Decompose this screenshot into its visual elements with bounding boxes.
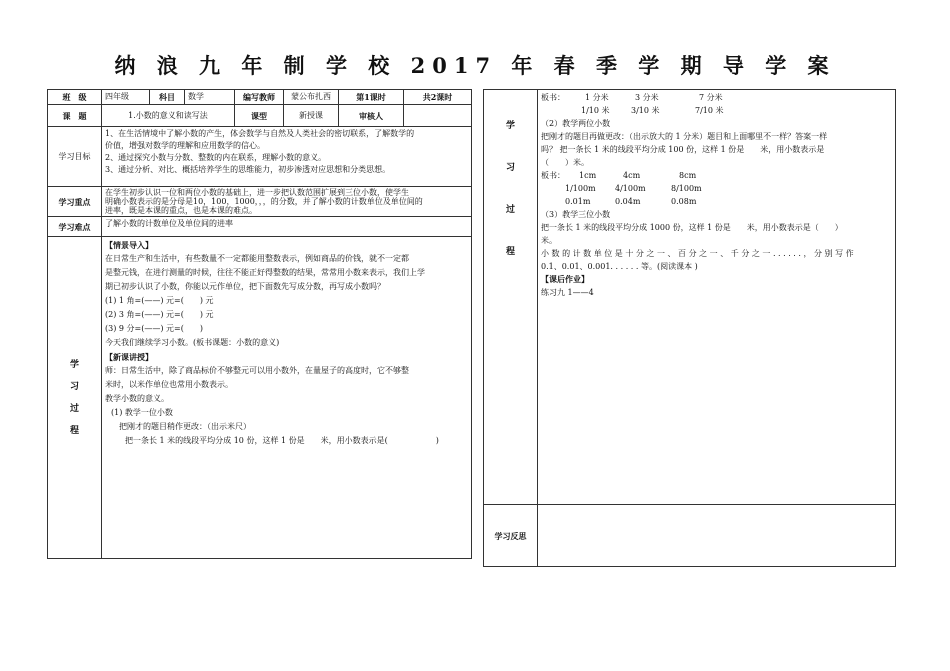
process-row	[48, 237, 472, 559]
topic-row	[48, 105, 472, 127]
difficulty-label: 学习难点	[48, 217, 102, 237]
right-process-content	[538, 90, 896, 505]
process-line: (1) 教学一位小数	[111, 408, 173, 417]
process-line: 期已初步认识了小数，你能以元作单位，把下面数先写成分数，再写成小数吗？	[105, 282, 385, 291]
board-row: 板书： 1cm 4cm 8cm	[541, 171, 697, 180]
homework-line: 练习九 1——4	[541, 288, 594, 297]
section-heading: 【情景导入】	[105, 240, 153, 250]
process-content	[102, 237, 472, 559]
goals-row	[48, 127, 472, 187]
process-line: 把一条长 1 米的线段平均分成 10 份，这样 1 份是 米，用小数表示是( )	[125, 436, 439, 445]
goals-label: 学习目标	[48, 127, 102, 187]
key-label: 学习重点	[48, 187, 102, 217]
reviewer-value	[404, 105, 472, 127]
class-label: 班 级	[48, 90, 102, 105]
exercise-line: (1) 1 角=(——) 元=( ) 元	[105, 296, 214, 305]
process-line: 在日常生产和生活中，有些数量不一定都能用整数表示，例如商品的价钱，就不一定都	[105, 254, 409, 263]
process-line: 今天我们继续学习小数。(板书课题：小数的意义)	[105, 338, 280, 347]
exercise-line: (3) 9 分=(——) 元=( )	[105, 324, 203, 333]
key-line: 进率，既是本课的重点，也是本课的难点。	[105, 206, 257, 215]
board-row: 板书： 1 分米 3 分米 7 分米	[541, 93, 723, 102]
process-line: 把一条长 1 米的线段平均分成 1000 份，这样 1 份是 米，用小数表示是（ ）	[541, 223, 843, 232]
board-row: 0.01m 0.04m 0.08m	[565, 197, 697, 206]
subject-label: 科目	[150, 90, 185, 105]
process-line: 吗？ 把一条长 1 米的线段平均分成 100 份，这样 1 份是 米，用小数表示是	[541, 145, 825, 154]
board-row: 1/10 米 3/10 米 7/10 米	[581, 106, 724, 115]
process-line: （3）教学三位小数	[541, 210, 611, 219]
exercise-line: (2) 3 角=(——) 元=( ) 元	[105, 310, 214, 319]
process-line: （2）教学两位小数	[541, 119, 611, 128]
header-row	[48, 90, 472, 105]
goals-line: 2、通过探究小数与分数、整数的内在联系，理解小数的意义。	[105, 153, 327, 162]
key-line: 在学生初步认识一位和两位小数的基础上，进一步把认数范围扩展到三位小数，使学生	[105, 188, 409, 197]
process-line: 米。	[541, 236, 557, 245]
total-lessons-label: 共2课时	[404, 90, 472, 105]
reflection-label: 学习反思	[484, 505, 538, 567]
key-line: 明确小数表示的是分母是10，100，1000，，，的分数，并了解小数的计数单位及单位间的	[105, 197, 423, 206]
key-content	[102, 187, 472, 217]
lesson-label: 第1课时	[339, 90, 404, 105]
type-value: 新授课	[284, 105, 339, 127]
author-value: 蒙公布扎西	[284, 90, 339, 105]
process-line: 师：日常生活中，除了商品标价不够整元可以用小数外，在量屋子的高度时，它不够整	[105, 366, 409, 375]
page-title: 纳 浪 九 年 制 学 校 2017 年 春 季 学 期 导 学 案	[114, 53, 836, 78]
process-line: 把刚才的题目稍作更改：（出示米尺）	[119, 422, 251, 431]
class-value: 四年级	[102, 90, 150, 105]
goals-line: 1、在生活情境中了解小数的产生，体会数学与自然及人类社会的密切联系，了解数学的	[105, 129, 415, 138]
process-line: 米时，以米作单位也常用小数表示。	[105, 380, 233, 389]
subject-value: 数学	[185, 90, 235, 105]
right-process-row	[484, 90, 896, 505]
board-row: 1/100m 4/100m 8/100m	[565, 184, 702, 193]
reflection-content	[538, 505, 896, 567]
topic-value: 1.小数的意义和读写法	[102, 105, 235, 127]
difficulty-row	[48, 217, 472, 237]
goals-line: 3、通过分析、对比、概括培养学生的思维能力，初步渗透对应思想和分类思想。	[105, 165, 391, 174]
process-line: 把刚才的题目再做更改：（出示放大的 1 分米）题目和上面哪里不一样？答案一样	[541, 132, 828, 141]
goals-content	[102, 127, 472, 187]
goals-line: 价值，增强对数学的理解和应用数学的信心。	[105, 141, 265, 150]
section-heading: 【新课讲授】	[105, 352, 153, 362]
topic-label: 课 题	[48, 105, 102, 127]
author-label: 编写教师	[235, 90, 284, 105]
type-label: 课型	[235, 105, 284, 127]
key-row	[48, 187, 472, 217]
process-line: 小 数 的 计 数 单 位 是 十 分 之 一 、 百 分 之 一 、 千 分 之 一 . . . . . . ， 分 别 写 作	[541, 249, 854, 258]
reviewer-label: 审核人	[339, 105, 404, 127]
process-label: 学 习 过 程	[48, 237, 102, 559]
difficulty-value: 了解小数的计数单位及单位间的进率	[102, 217, 472, 237]
process-line: 0.1、0.01、0.001. . . . . . 等。(阅读课本 )	[541, 262, 698, 271]
reflection-row	[484, 505, 896, 567]
right-plan-table	[483, 89, 896, 567]
right-process-label: 学 习 过 程	[484, 90, 538, 505]
left-plan-table	[47, 89, 472, 559]
process-line: 教学小数的意义。	[105, 394, 169, 403]
process-line: （ ）米。	[541, 158, 589, 167]
process-line: 是整元钱，在进行测量的时候，往往不能正好得整数的结果，常常用小数来表示，我们上学	[105, 268, 425, 277]
section-heading: 【课后作业】	[541, 274, 589, 284]
